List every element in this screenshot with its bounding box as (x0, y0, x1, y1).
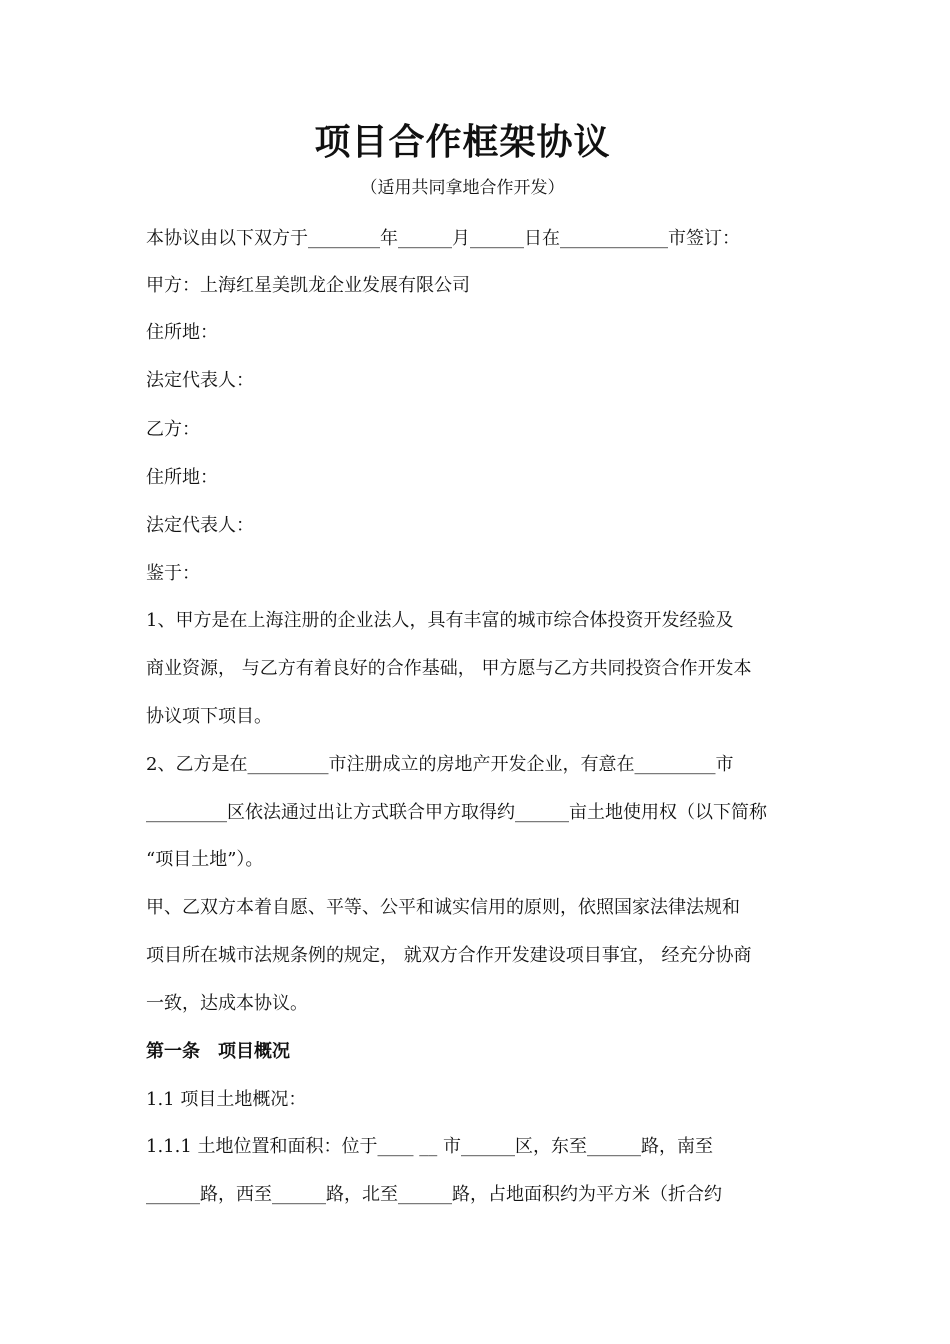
party-a-address: 住所地： (146, 322, 218, 343)
document-subtitle: （适用共同拿地合作开发） (360, 178, 565, 198)
party-b-address: 住所地： (146, 467, 218, 488)
party-b-name: 乙方： (146, 419, 200, 440)
preamble-line-3: 一致，达成本协议。 (146, 993, 308, 1014)
document-title: 项目合作框架协议 (314, 121, 611, 163)
article-1-heading: 第一条 项目概况 (146, 1041, 290, 1062)
recital-2-line-1: 2、乙方是在_________市注册成立的房地产开发企业，有意在_________市 (146, 754, 734, 775)
clause-1-1-1-line-2: ______路，西至______路，北至______路，占地面积约为平方米（折合约 (146, 1184, 722, 1205)
clause-1-1: 1.1 项目土地概况： (146, 1089, 307, 1110)
party-b-legal-rep: 法定代表人： (146, 515, 254, 536)
agreement-date-line: 本协议由以下双方于________年______月______日在____________市签订： (146, 228, 740, 249)
party-a-legal-rep: 法定代表人： (146, 370, 254, 391)
whereas-heading: 鉴于： (146, 563, 200, 584)
recital-1-line-3: 协议项下项目。 (146, 706, 272, 727)
recital-2-line-3: “项目土地”）。 (146, 849, 264, 870)
recital-1-line-1: 1、甲方是在上海注册的企业法人，具有丰富的城市综合体投资开发经验及 (146, 610, 734, 631)
clause-1-1-1-line-1: 1.1.1 土地位置和面积：位于____ __ 市______区，东至______路，南至 (146, 1136, 713, 1157)
party-a-name: 甲方：上海红星美凯龙企业发展有限公司 (146, 275, 470, 296)
preamble-line-1: 甲、乙双方本着自愿、平等、公平和诚实信用的原则，依照国家法律法规和 (146, 897, 740, 918)
recital-1-line-2: 商业资源， 与乙方有着良好的合作基础， 甲方愿与乙方共同投资合作开发本 (146, 658, 752, 679)
recital-2-line-2: _________区依法通过出让方式联合甲方取得约______亩土地使用权（以下简称 (146, 802, 767, 823)
preamble-line-2: 项目所在城市法规条例的规定， 就双方合作开发建设项目事宜， 经充分协商 (146, 945, 752, 966)
